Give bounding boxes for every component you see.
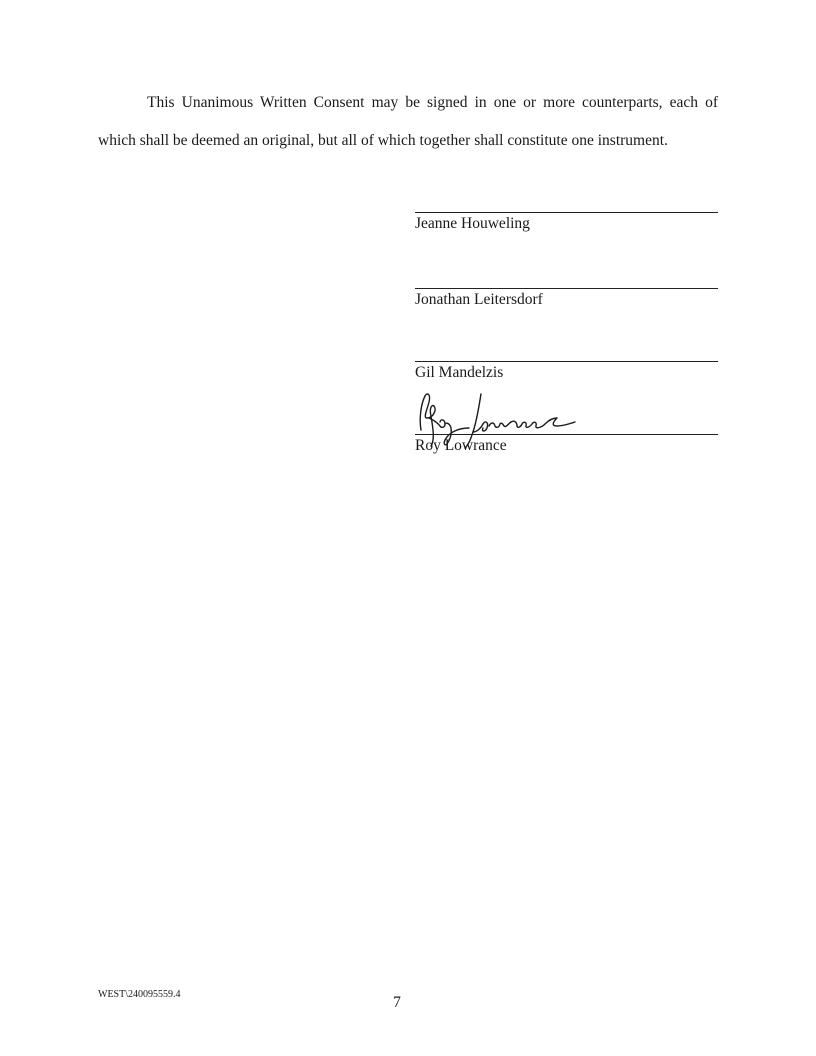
page-number: 7 (393, 994, 401, 1011)
document-id: WEST\240095559.4 (98, 989, 181, 1000)
signature-line (415, 288, 718, 289)
signatory-name: Jonathan Leitersdorf (415, 291, 543, 308)
signature-line (415, 212, 718, 213)
counterparts-paragraph: This Unanimous Written Consent may be signed in one or more counterparts, each of which shall be deemed an original, but all of which together shall constitute one instrument. (98, 94, 718, 149)
signature-line (415, 434, 718, 435)
signatory-name: Jeanne Houweling (415, 215, 530, 232)
signatory-name: Roy Lowrance (415, 437, 507, 454)
signature-line (415, 361, 718, 362)
signatory-name: Gil Mandelzis (415, 364, 504, 381)
